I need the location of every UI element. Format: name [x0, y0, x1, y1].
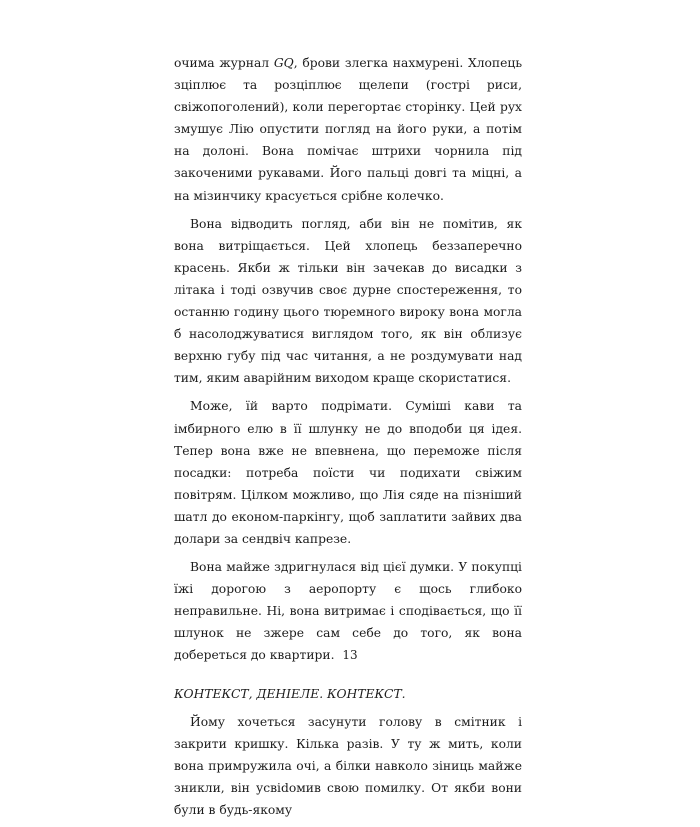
paragraph-4: Вона майже здригнулася від цієї думки. У покупці їжі дорогою з аеропорту є щось глибоко неправильне. Ні, вона витримає і сподівається, що її шлунок не зжере сам себе до того, як вона добереться до квартири.: [174, 560, 522, 663]
paragraph-1-post: , брови злегка нахмурені. Хлопець зціплює та розціплює щелепи (гострі риси, свіжопоголений), коли перегортає сторінку. Цей рух змушує Лію опустити погляд на його руки, а потім на долоні. Вона помічає штрихи чорнила під закоченими рукавами. Його пальці довгі та міцні, а на мізинчику красується срібне колечко.: [174, 56, 523, 203]
section-heading: КОНТЕКСТ, ДЕНІЕЛЕ. КОНТЕКСТ.: [174, 686, 406, 701]
paragraph-2: Вона відводить погляд, аби він не помітив, як вона витріщається. Цей хлопець беззаперечно красень. Якби ж тільки він зачекав до висадки з літака і тоді озвучив своє дурне спостереження, то останню годину цього тюремного вироку вона могла б насолоджуватися виглядом того, як він облизує верхню губу під час читання, а не роздумувати над тим, яким аварійним виходом краще скористатися.: [174, 216, 522, 386]
paragraph-3: Може, їй варто подрімати. Суміші кави та імбирного елю в її шлунку не до вподоби ця ідея. Тепер вона вже не впевнена, що переможе після посадки: потреба поїсти чи подихати свіжим повітрям. Цілком можливо, що Лія сяде на пізніший шатл до економ-паркінгу, щоб заплатити зайвих два долари за сендвіч капрезе.: [174, 399, 522, 546]
paragraph-1: [174, 52, 522, 207]
paragraph-6: Йому хочеться засунути голову в смітник і закрити кришку. Кілька разів. У ту ж мить, коли вона примружила очі, а білки навколо зіниць майже зникли, він усвіdомив свою помилку. От якби вони були в будь-якому: [174, 714, 522, 817]
paragraph-1-pre: очима журнал: [174, 56, 274, 70]
magazine-title: GQ: [273, 56, 294, 70]
page-number: 13: [342, 648, 358, 662]
body-text: [174, 52, 522, 827]
